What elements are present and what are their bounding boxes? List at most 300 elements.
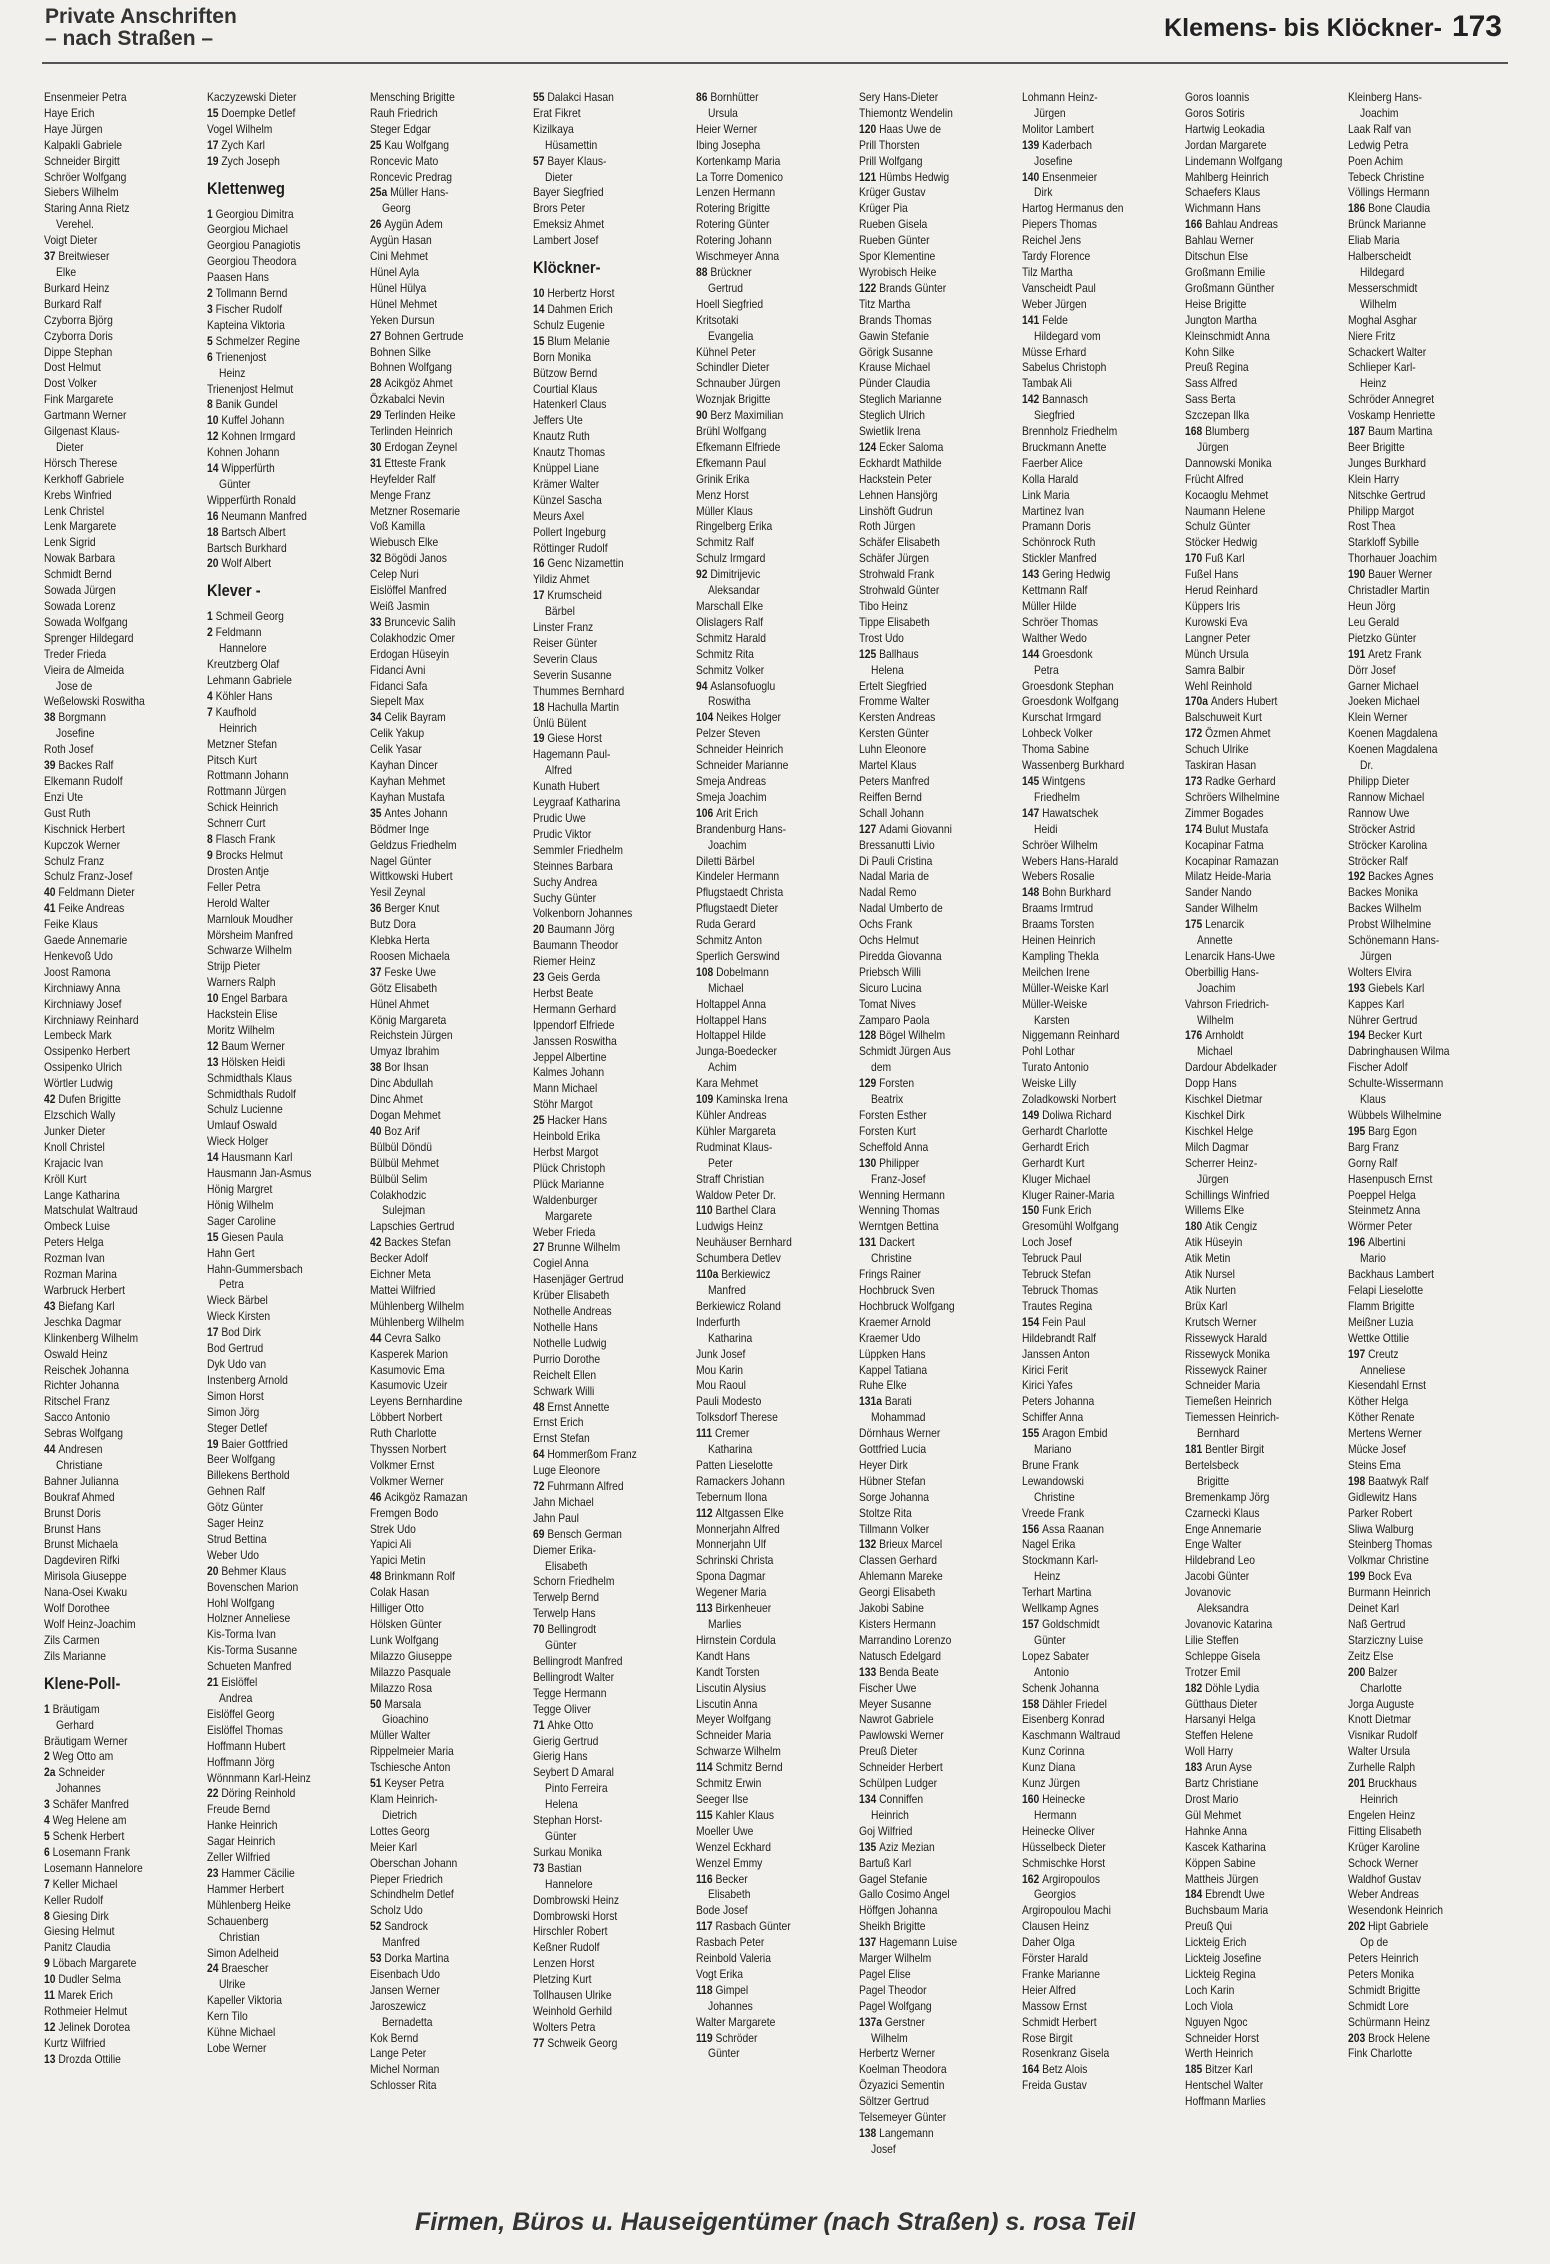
directory-entry: Jorga Auguste [1348,1696,1414,1711]
directory-entry: 9 Brocks Helmut [207,847,283,862]
directory-entry: Kraemer Udo [859,1330,921,1345]
directory-entry: Heinecke Oliver [1022,1823,1095,1838]
directory-entry: Franz-Josef [871,1171,926,1186]
directory-entry: 109 Kaminska Irena [696,1092,788,1107]
directory-entry: Jordan Margarete [1185,137,1267,152]
directory-entry: Achim [708,1060,737,1075]
directory-entry: Bode Josef [696,1903,748,1918]
directory-entry: 11 Marek Erich [44,1988,113,2003]
directory-entry: Kreutzberg Olaf [207,657,280,672]
directory-entry: Dörnhaus Werner [859,1426,941,1441]
directory-entry: Kischnick Herbert [44,821,125,836]
directory-entry: 5 Schenk Herbert [44,1828,125,1843]
directory-entry: Eliab Maria [1348,233,1400,248]
directory-entry: Schmitz Volker [696,662,765,677]
directory-entry: Löbbert Norbert [370,1410,443,1425]
directory-entry: Günter [219,476,251,491]
directory-entry: Dyk Udo van [207,1356,267,1371]
directory-entry: Margarete [545,1208,593,1223]
directory-entry: Dippe Stephan [44,344,113,359]
directory-entry: Hackstein Elise [207,1007,278,1022]
directory-entry: Meyer Susanne [859,1696,932,1711]
directory-entry: Umyaz Ibrahim [370,1044,440,1059]
directory-entry: Völlings Hermann [1348,185,1430,200]
directory-entry: Wolf Dorothee [44,1601,110,1616]
directory-entry: Evangelia [708,328,754,343]
directory-entry: Schueten Manfred [207,1659,292,1674]
directory-entry: Oberschan Johann [370,1855,458,1870]
directory-entry: 142 Bannasch [1022,392,1088,407]
directory-entry: Cogiel Anna [533,1256,589,1271]
directory-entry: Hüsselbeck Dieter [1022,1839,1106,1854]
directory-entry: Charlotte [1360,1680,1402,1695]
directory-entry: Treder Frieda [44,646,107,661]
directory-entry: Hahn Gert [207,1245,255,1260]
directory-entry: Wesendonk Heinrich [1348,1903,1444,1918]
directory-entry: Stoltze Rita [859,1505,912,1520]
directory-entry: Bützow Bernd [533,365,598,380]
directory-entry: Fremgen Bodo [370,1505,439,1520]
directory-entry: Kasumovic Uzeir [370,1378,448,1393]
directory-entry: Kocaoglu Mehmet [1185,487,1269,502]
directory-entry: Josef [871,2141,896,2156]
directory-entry: Hüsamettin [545,137,598,152]
directory-entry: Gidlewitz Hans [1348,1489,1417,1504]
directory-entry: Sander Nando [1185,885,1252,900]
directory-entry: Tambak Ali [1022,376,1072,391]
directory-entry: Kalmes Johann [533,1065,605,1080]
directory-entry: Jürgen [1197,1171,1229,1186]
directory-entry: Bernadetta [382,2014,433,2029]
directory-entry: 38 Bor Ihsan [370,1060,429,1075]
directory-entry: Klein Werner [1348,710,1408,725]
directory-entry: Kaczyzewski Dieter [207,90,297,104]
directory-entry: Ströcker Astrid [1348,821,1416,836]
directory-entry: Förster Harald [1022,1951,1088,1966]
directory-entry: Liscutin Anna [696,1696,758,1711]
directory-entry: Philipp Margot [1348,503,1414,518]
directory-entry: Höffgen Johanna [859,1903,938,1918]
directory-column [1181,90,1344,2190]
directory-entry: Ensenmeier Petra [44,90,127,104]
directory-entry: Klaus [1360,1092,1386,1107]
directory-entry: Verehel. [56,217,94,232]
directory-entry: Kis-Torma Ivan [207,1627,276,1642]
directory-entry: Haye Jürgen [44,121,103,136]
directory-entry: Jaroszewicz [370,1998,427,2013]
directory-entry: Braams Torsten [1022,917,1095,932]
directory-entry: Burkard Heinz [44,280,110,295]
directory-entry: Walter Ursula [1348,1744,1411,1759]
directory-entry: 44 Andresen [44,1442,103,1457]
directory-entry: Steglich Marianne [859,392,942,407]
directory-entry: Barg Franz [1348,1139,1400,1154]
directory-entry: 40 Feldmann Dieter [44,885,135,900]
directory-entry: Wolters Petra [533,2019,596,2034]
directory-entry: Knüppel Liane [533,461,599,476]
directory-entry: Oberbillig Hans- [1185,964,1260,979]
directory-entry: 14 Dahmen Erich [533,301,613,316]
directory-entry: Marger Wilhelm [859,1951,932,1966]
directory-entry: 2 Feldmann [207,625,262,640]
directory-entry: Sowada Lorenz [44,599,116,613]
directory-entry: 155 Aragon Embid [1022,1426,1108,1441]
directory-entry: 23 Geis Gerda [533,970,601,985]
directory-entry: Reichstein Jürgen [370,1028,453,1043]
directory-entry: Bohnen Silke [370,344,431,359]
directory-entry: Sagar Heinrich [207,1834,276,1849]
directory-entry: 121 Hümbs Hedwig [859,169,950,184]
directory-entry: Samra Balbir [1185,662,1245,677]
directory-entry: Aleksandra [1197,1601,1249,1616]
directory-entry: Sander Wilhelm [1185,901,1258,916]
directory-entry: Molitor Lambert [1022,121,1094,136]
directory-entry: Schmidt Jürgen Aus [859,1044,951,1059]
directory-entry: Koenen Magdalena [1348,726,1438,741]
directory-entry: 15 Doempke Detlef [207,105,296,120]
directory-entry: Plück Christoph [533,1160,606,1175]
directory-entry: 3 Fischer Rudolf [207,301,283,316]
directory-entry: Berkiewicz Roland [696,1298,781,1313]
directory-entry: Schmitz Anton [696,933,762,948]
directory-entry: Lenzen Hermann [696,185,776,200]
directory-entry: 185 Bitzer Karl [1185,2062,1253,2077]
directory-entry: Preuß Dieter [859,1744,918,1759]
directory-entry: Wittkowski Hubert [370,869,453,884]
directory-entry: Marnlouk Moudher [207,911,294,926]
directory-entry: 10 Kuffel Johann [207,413,285,428]
directory-entry: Schorn Friedhelm [533,1574,615,1589]
directory-entry: Brunst Doris [44,1505,101,1520]
directory-entry: Smeja Andreas [696,773,766,788]
directory-entry: Czyborra Björg [44,312,113,327]
directory-entry: Junga-Boedecker [696,1044,777,1059]
directory-entry: Vieira de Almeida [44,662,125,677]
directory-entry: Rudminat Klaus- [696,1139,773,1154]
directory-entry: Schrinski Christa [696,1553,774,1568]
directory-entry: Antonio [1034,1664,1070,1679]
directory-entry: Gehnen Ralf [207,1484,265,1499]
directory-entry: Dost Helmut [44,360,101,375]
directory-entry: Terhart Martina [1022,1585,1092,1600]
directory-entry: Hochbruck Sven [859,1282,935,1297]
directory-entry: Rotering Johann [696,233,772,248]
directory-entry: 139 Kaderbach [1022,137,1093,152]
directory-entry: Katharina [708,1330,753,1345]
directory-entry: Kerkhoff Gabriele [44,471,125,486]
directory-entry: Brune Frank [1022,1457,1079,1472]
directory-entry: Petra [219,1277,244,1292]
directory-entry: Schick Heinrich [207,800,279,815]
directory-entry: Ertelt Siegfried [859,678,927,693]
directory-entry: Gorny Ralf [1348,1155,1398,1170]
directory-entry: Klein Harry [1348,471,1400,486]
directory-entry: 138 Langemann [859,2126,934,2140]
directory-entry: Di Pauli Cristina [859,853,933,868]
directory-entry: Volkmer Ernst [370,1457,435,1472]
directory-entry: Webers Rosalie [1022,869,1095,884]
directory-entry: Schneider Herbert [859,1760,943,1775]
directory-entry: 113 Birkenheuer [696,1601,772,1616]
directory-entry: Nagel Günter [370,853,432,868]
directory-entry: Menge Franz [370,487,431,502]
directory-entry: 19 Zych Joseph [207,153,280,168]
directory-entry: Parker Robert [1348,1505,1413,1520]
directory-entry: Hirnstein Cordula [696,1632,776,1647]
directory-entry: Großmann Emilie [1185,264,1266,279]
directory-entry: 157 Goldschmidt [1022,1617,1100,1631]
directory-entry: Günter [545,1638,577,1653]
directory-entry: Kirchniawy Reinhard [44,1012,139,1027]
directory-entry: 30 Erdogan Zeynel [370,439,458,454]
directory-entry: Kapteina Viktoria [207,317,285,332]
directory-entry: König Margareta [370,1012,447,1027]
directory-entry: Ochs Frank [859,917,913,932]
directory-entry: Jeschka Dagmar [44,1314,122,1329]
directory-entry: Joachim [1197,980,1236,995]
directory-entry: Dinc Ahmet [370,1092,423,1107]
directory-entry: Wenning Hermann [859,1187,945,1202]
directory-entry: Leu Gerald [1348,614,1400,629]
directory-entry: Monnerjahn Alfred [696,1521,780,1536]
directory-entry: Milch Dagmar [1185,1139,1249,1154]
directory-entry: Mou Raoul [696,1378,746,1393]
directory-entry: Czarnecki Klaus [1185,1505,1260,1520]
directory-entry: Christian [219,1929,260,1944]
directory-entry: 27 Brunne Wilhelm [533,1240,621,1255]
directory-entry: 112 Altgassen Elke [696,1505,784,1520]
directory-entry: Kandt Hans [696,1648,750,1663]
directory-entry: Pflugstaedt Dieter [696,901,779,916]
directory-entry: Sacco Antonio [44,1410,110,1425]
directory-entry: Ringelberg Erika [696,519,773,534]
directory-entry: 40 Boz Arif [370,1123,420,1138]
directory-entry: Bremenkamp Jörg [1185,1489,1270,1504]
directory-entry: Zoladkowski Norbert [1022,1092,1117,1107]
directory-entry: Kapeller Viktoria [207,1993,282,2008]
directory-entry: Kühler Andreas [696,1108,767,1122]
directory-entry: 129 Forsten [859,1076,915,1091]
directory-entry: 190 Bauer Werner [1348,567,1433,582]
directory-entry: Ombeck Luise [44,1219,110,1234]
directory-entry: Erdogan Hüseyin [370,646,450,661]
directory-entry: Aleksandar [708,583,760,598]
directory-entry: 154 Fein Paul [1022,1314,1086,1329]
directory-entry: Trautes Regina [1022,1298,1093,1313]
directory-entry: Joachim [1360,105,1399,120]
directory-entry: Jeppel Albertine [533,1049,607,1064]
directory-entry: Emeksiz Ahmet [533,217,605,232]
directory-entry: Schulz Irmgard [696,551,766,566]
directory-entry: 6 Trienenjost [207,349,267,364]
directory-entry: 13 Drozda Ottilie [44,2051,121,2066]
directory-column [529,90,692,2190]
directory-entry: Schindhelm Detlef [370,1887,454,1902]
directory-entry: 18 Hachulla Martin [533,699,620,714]
directory-entry: Enzi Ute [44,789,84,804]
directory-entry: Kunz Corinna [1022,1744,1085,1759]
directory-entry: Nothelle Andreas [533,1304,612,1319]
directory-entry: Koelman Theodora [859,2062,947,2077]
directory-entry: 20 Baumann Jörg [533,922,615,937]
directory-entry: 29 Terlinden Heike [370,408,456,423]
street-range-heading [1164,10,1502,44]
directory-entry: Kischkel Dirk [1185,1108,1245,1122]
directory-entry: Rasbach Peter [696,1935,765,1950]
directory-entry: Simon Jörg [207,1404,260,1419]
directory-entry: Monnerjahn Ulf [696,1537,766,1552]
directory-entry: Schindler Dieter [696,360,770,375]
directory-entry: Hildegard vom [1034,328,1101,343]
directory-entry: Ahlemann Mareke [859,1569,943,1584]
directory-entry: Schwarze Wilhelm [696,1744,781,1759]
footer-note: Firmen, Büros u. Hauseigentümer (nach Straßen) s. rosa Teil [414,2208,1136,2236]
directory-entry: Ossipenko Ulrich [44,1060,123,1075]
directory-entry: Hoell Siegfried [696,296,764,311]
directory-entry: Wieck Holger [207,1134,269,1149]
directory-entry: Schackert Walter [1348,344,1427,359]
directory-entry: Janssen Roswitha [533,1033,617,1048]
directory-entry: Rottmann Jürgen [207,784,287,799]
directory-entry: 12 Jelinek Dorotea [44,2019,131,2034]
directory-entry: Kurschat Irmgard [1022,710,1102,725]
directory-entry: 25 Hacker Hans [533,1113,608,1128]
directory-entry: Kappel Tatiana [859,1362,928,1377]
directory-entry: Gierig Hans [533,1749,588,1764]
directory-entry: Zurhelle Ralph [1348,1760,1416,1775]
directory-entry: Dombrowski Horst [533,1908,618,1923]
directory-entry: Gresomühl Wolfgang [1022,1219,1119,1234]
directory-entry: Klebka Herta [370,933,430,948]
directory-entry: Vreede Frank [1022,1505,1085,1520]
directory-entry: Weinhold Gerhild [533,2003,612,2018]
directory-entry: 57 Bayer Klaus- [533,153,607,168]
directory-entry: Schäfer Elisabeth [859,535,940,550]
directory-entry: Gawin Stefanie [859,328,929,343]
directory-entry: Dr. [1360,758,1374,773]
directory-entry: Volkenborn Johannes [533,906,633,921]
directory-entry: Fischer Adolf [1348,1060,1408,1075]
directory-entry: Wieck Bärbel [207,1293,268,1308]
directory-entry: Naumann Helene [1185,503,1266,518]
directory-entry: Schillings Winfried [1185,1187,1270,1202]
directory-entry: 4 Weg Helene am [44,1813,127,1828]
directory-entry: 70 Bellingrodt [533,1622,597,1637]
directory-entry: Reinbold Valeria [696,1951,771,1966]
directory-entry: Herud Reinhard [1185,583,1258,598]
directory-entry: Terwelp Hans [533,1606,596,1621]
directory-entry: Schäfer Jürgen [859,551,929,566]
directory-entry: Schulz Günter [1185,519,1251,534]
directory-entry: Peters Johanna [1022,1394,1095,1409]
directory-entry: 37 Breitwieser [44,249,110,264]
directory-entry: Lohbeck Volker [1022,726,1093,741]
directory-entry: Sprenger Hildegard [44,630,134,645]
directory-entry: Lindemann Wolfgang [1185,153,1283,168]
directory-entry: Franke Marianne [1022,1966,1101,1981]
directory-entry: Schmidt Herbert [1022,2014,1097,2029]
directory-entry: Mann Michael [533,1081,598,1096]
directory-entry: 33 Bruncevic Salih [370,614,456,629]
directory-entry: 35 Antes Johann [370,805,448,820]
directory-entry: Terlinden Heinrich [370,424,453,439]
directory-entry: Kersten Andreas [859,710,936,725]
directory-entry: 34 Celik Bayram [370,710,446,725]
directory-entry: Meier Karl [370,1839,418,1854]
directory-entry: Thummes Bernhard [533,683,625,698]
directory-entry: Holtappel Hans [696,1012,767,1027]
directory-entry: Eislöffel Georg [207,1706,275,1721]
directory-entry: Wilhelm [1197,1012,1234,1027]
directory-entry: Yeken Dursun [370,312,435,327]
directory-entry: Jürgen [1197,439,1229,454]
directory-entry: Kascek Katharina [1185,1839,1266,1854]
directory-entry: 173 Radke Gerhard [1185,773,1276,788]
directory-entry: Geldzus Friedhelm [370,837,457,852]
directory-entry: Meurs Axel [533,508,585,523]
directory-entry: Hermann [1034,1807,1077,1822]
directory-entry: 125 Ballhaus [859,646,919,661]
directory-entry: 143 Gering Hedwig [1022,567,1111,582]
directory-entry: Bayer Siegfried [533,185,604,200]
directory-entry: Ströcker Ralf [1348,853,1408,868]
directory-entry: Marschall Elke [696,599,764,613]
directory-entry: Karsten [1034,1012,1070,1027]
directory-entry: Schulz Lucienne [207,1102,283,1117]
directory-entry: Enge Annemarie [1185,1521,1262,1536]
directory-entry: Köppen Sabine [1185,1855,1256,1870]
directory-entry: Lopez Sabater [1022,1648,1090,1663]
directory-entry: 48 Brinkmann Rolf [370,1569,455,1584]
directory-entry: Nadal Remo [859,885,917,900]
directory-entry: Roswitha [708,694,751,709]
directory-entry: Garner Michael [1348,678,1419,693]
directory-entry: Kirici Ferit [1022,1362,1068,1377]
directory-entry: Jürgen [1034,105,1066,120]
directory-entry: Peters Monika [1348,1966,1414,1981]
directory-entry: Prill Thorsten [859,137,920,152]
directory-entry: Gerhardt Kurt [1022,1155,1085,1170]
directory-entry: Sager Caroline [207,1213,276,1228]
directory-entry: Heun Jörg [1348,599,1396,613]
directory-entry: Henkevoß Udo [44,948,113,963]
directory-entry: 24 Braescher [207,1961,269,1976]
directory-entry: Plück Marianne [533,1176,605,1191]
directory-entry: Loch Karin [1185,1982,1235,1997]
directory-entry: Colakhodzic [370,1187,427,1202]
directory-entry: 127 Adami Giovanni [859,821,952,836]
directory-entry: Spona Dagmar [696,1569,766,1584]
directory-entry: Seybert D Amaral [533,1765,614,1780]
directory-entry: Niere Fritz [1348,328,1396,343]
directory-entry: 193 Giebels Karl [1348,980,1425,995]
directory-entry: Ernst Erich [533,1415,584,1430]
directory-entry: Hünel Ahmet [370,996,430,1011]
directory-entry: Piredda Giovanna [859,948,942,963]
directory-entry: 51 Keyser Petra [370,1776,445,1791]
directory-entry: 16 Neumann Manfred [207,508,307,523]
directory-entry: Hammer Herbert [207,1881,284,1896]
directory-entry: Heier Alfred [1022,1982,1076,1997]
directory-entry: Kurowski Eva [1185,614,1248,629]
directory-entry: Ludwigs Heinz [696,1219,764,1234]
directory-entry: Prill Wolfgang [859,153,923,168]
directory-entry: 25a Müller Hans- [370,185,449,200]
directory-entry: Küppers Iris [1185,599,1241,613]
directory-entry: Brühl Wolfgang [696,424,767,439]
directory-entry: Burmann Heinrich [1348,1585,1431,1600]
directory-column [855,90,1018,2190]
